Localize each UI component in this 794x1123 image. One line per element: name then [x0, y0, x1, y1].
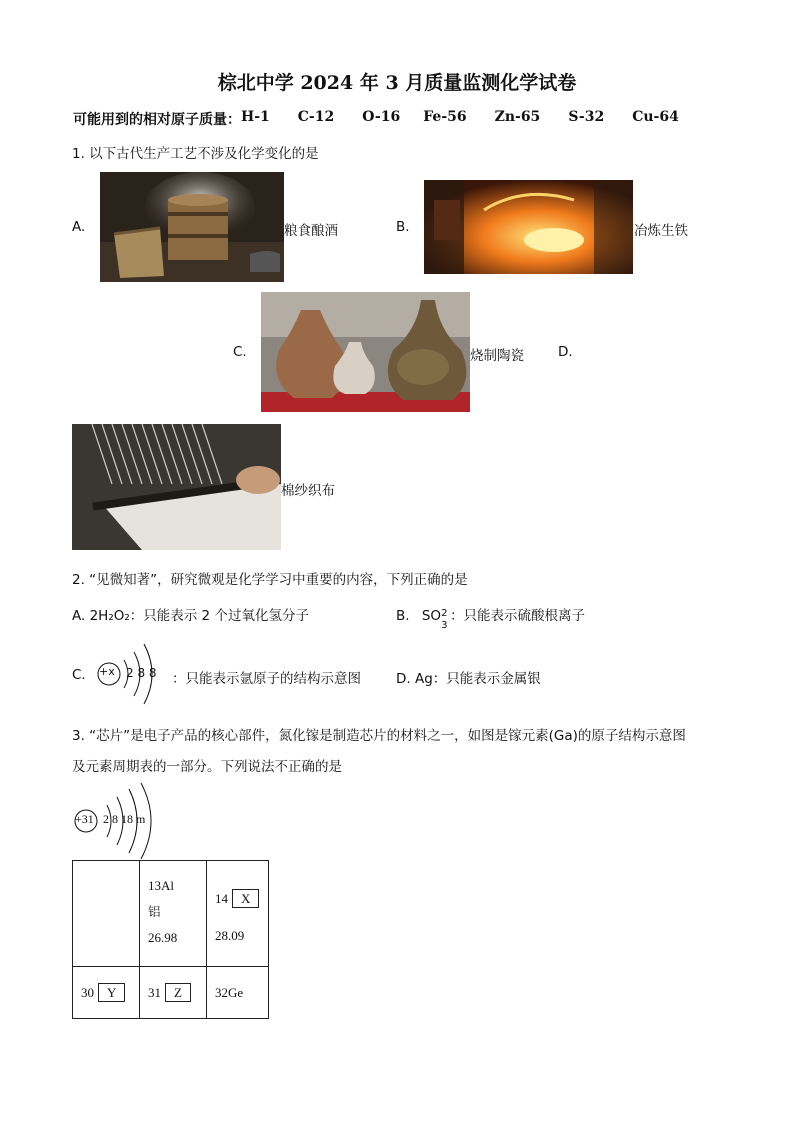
q2-option-a: A. 2H₂O₂：只能表示 2 个过氧化氢分子: [72, 608, 309, 624]
q1-stem: 1. 以下古代生产工艺不涉及化学变化的是: [72, 146, 319, 162]
mass-fe: Fe-56: [423, 109, 467, 125]
sulfite-subscript: 3: [441, 620, 448, 631]
mass-cu: Cu-64: [632, 109, 679, 125]
cell-x: [207, 861, 269, 967]
al-name: 铝: [148, 904, 161, 919]
q1-option-b-letter: B.: [396, 219, 410, 235]
z-number: 31: [148, 985, 161, 1000]
q1-option-b-text: 冶炼生铁: [634, 223, 688, 239]
page-title: 棕北中学 2024 年 3 月质量监测化学试卷: [217, 72, 577, 94]
y-number: 30: [81, 985, 94, 1000]
periodic-table-excerpt: [72, 860, 269, 1019]
q1-option-d-letter: D.: [558, 344, 573, 360]
q2-stem: 2. “见微知著”，研究微观是化学学习中重要的内容，下列正确的是: [72, 572, 468, 588]
pottery-photo: [261, 292, 470, 412]
q3-stem-line2: 及元素周期表的一部分。下列说法不正确的是: [72, 759, 342, 775]
gallium-structure-diagram: [73, 783, 163, 859]
q2-option-c-text: ：只能表示氩原子的结构示意图: [172, 671, 361, 687]
sulfite-formula: SO: [421, 608, 442, 624]
q2-option-c-letter: C.: [72, 667, 86, 683]
ge-number-symbol: 32Ge: [215, 984, 244, 1000]
q1-option-c-letter: C.: [233, 344, 247, 360]
x-number: 14: [215, 891, 228, 906]
mass-c: C-12: [297, 109, 335, 125]
x-symbol-box: X: [232, 889, 259, 908]
weaving-photo: [72, 424, 281, 550]
gallium-electrons: 2 8 18 m: [103, 812, 146, 826]
z-symbol-box: Z: [165, 983, 191, 1002]
empty-cell: [73, 861, 140, 967]
q1-option-a-text: 粮食酿酒: [284, 223, 338, 239]
cell-aluminium: [140, 861, 207, 967]
atomic-mass-label: 可能用到的相对原子质量：: [73, 112, 241, 128]
gallium-nucleus: +31: [75, 812, 94, 826]
sulfite-charge: 2: [441, 608, 448, 619]
iron-smelting-photo: [424, 180, 633, 274]
mass-o: O-16: [362, 109, 401, 125]
mass-s: S-32: [568, 109, 605, 125]
y-symbol-box: Y: [98, 983, 125, 1002]
q2-option-b: [396, 604, 586, 631]
al-number-symbol: 13Al: [148, 878, 174, 893]
argon-nucleus: +x: [99, 665, 115, 678]
q2-option-d: D. Ag：只能表示金属银: [396, 671, 541, 687]
argon-structure-diagram: [94, 640, 174, 706]
q2-option-b-letter: B.: [396, 608, 410, 624]
q1-option-c-text: 烧制陶瓷: [470, 348, 524, 364]
atomic-mass-line: [73, 109, 679, 129]
q1-option-d-text: 棉纱织布: [281, 483, 335, 499]
cell-y: [73, 967, 140, 1019]
cell-germanium: [207, 967, 269, 1019]
cell-z: [140, 967, 207, 1019]
q2-option-b-text: ：只能表示硫酸根离子: [450, 608, 586, 624]
q1-option-a-letter: A.: [72, 219, 86, 235]
mass-h: H-1: [241, 109, 270, 125]
brewing-photo: [100, 172, 284, 282]
q3-stem-line1: 3. “芯片”是电子产品的核心部件，氮化镓是制造芯片的材料之一，如图是镓元素(Ga)的原子结构示意图: [72, 728, 686, 744]
x-mass: 28.09: [215, 928, 245, 943]
al-mass: 26.98: [148, 930, 178, 945]
argon-electrons: 2 8 8: [126, 666, 157, 680]
mass-zn: Zn-65: [494, 109, 541, 125]
